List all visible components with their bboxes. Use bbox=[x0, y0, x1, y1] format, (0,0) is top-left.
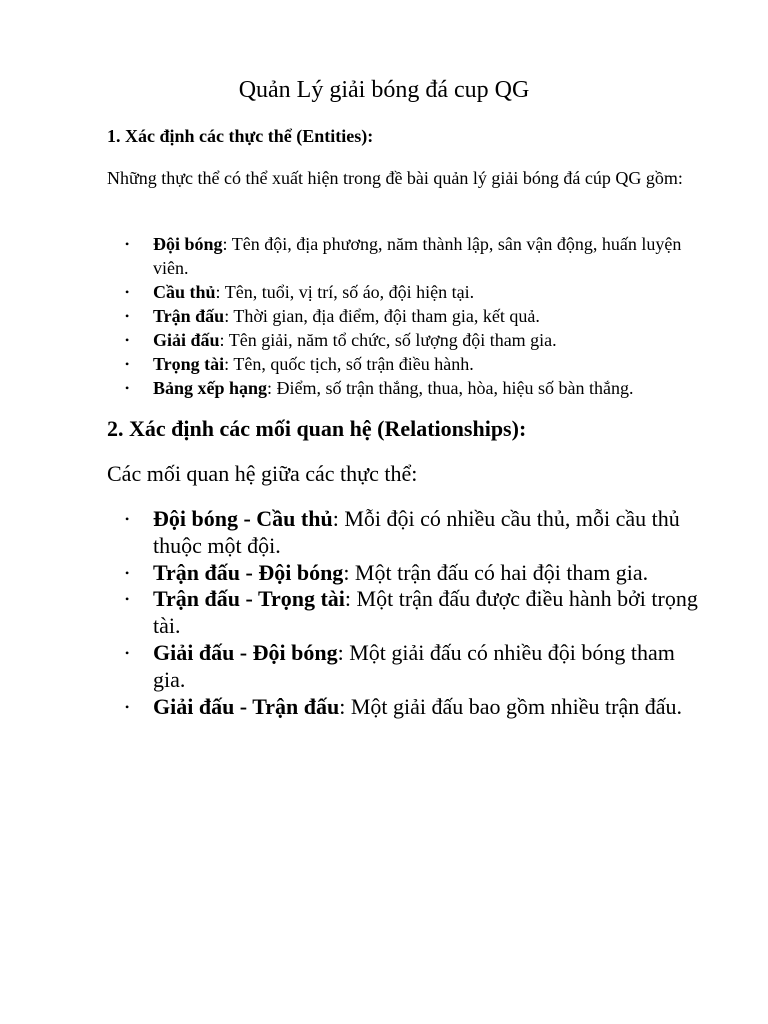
entity-description: : Tên đội, địa phương, năm thành lập, sân vận động, huấn luyện viên. bbox=[153, 234, 682, 278]
entity-term: Đội bóng bbox=[153, 234, 223, 254]
section-2-intro: Các mối quan hệ giữa các thực thể: bbox=[107, 461, 418, 486]
relationship-term: Giải đấu - Trận đấu bbox=[153, 693, 340, 719]
relationship-list bbox=[107, 506, 707, 720]
list-item bbox=[107, 304, 707, 328]
entity-list bbox=[107, 232, 707, 400]
list-item bbox=[107, 694, 707, 721]
entity-term: Trọng tài bbox=[153, 354, 225, 374]
relationship-description: : Một trận đấu có hai đội tham gia. bbox=[343, 559, 649, 585]
section-1-intro: Những thực thể có thể xuất hiện trong đề bài quản lý giải bóng đá cúp QG gồm: bbox=[107, 168, 683, 188]
list-item bbox=[107, 232, 707, 280]
entity-term: Giải đấu bbox=[153, 330, 220, 350]
entity-description: : Thời gian, địa điểm, đội tham gia, kết quả. bbox=[224, 306, 540, 326]
list-item bbox=[107, 280, 707, 304]
bullet-icon: • bbox=[125, 357, 130, 371]
relationship-description: : Một trận đấu được điều hành bởi trọng tài. bbox=[153, 586, 698, 639]
page-title: Quản Lý giải bóng đá cup QG bbox=[238, 77, 530, 103]
bullet-icon: • bbox=[125, 309, 130, 323]
section-2-heading: 2. Xác định các mối quan hệ (Relationships): bbox=[107, 416, 527, 441]
bullet-icon: • bbox=[125, 237, 130, 251]
bullet-icon: • bbox=[125, 645, 130, 660]
entity-term: Bảng xếp hạng bbox=[153, 378, 268, 398]
relationship-term: Giải đấu - Đội bóng bbox=[153, 639, 338, 665]
entity-description: : Điểm, số trận thắng, thua, hòa, hiệu số bàn thắng. bbox=[267, 378, 634, 398]
list-item bbox=[107, 640, 707, 694]
bullet-icon: • bbox=[125, 333, 130, 347]
relationship-term: Trận đấu - Đội bóng bbox=[153, 559, 344, 585]
relationship-term: Đội bóng - Cầu thủ bbox=[153, 506, 333, 531]
list-item bbox=[107, 586, 707, 640]
bullet-icon: • bbox=[125, 381, 130, 395]
entity-description: : Tên, quốc tịch, số trận điều hành. bbox=[224, 354, 474, 374]
bullet-icon: • bbox=[125, 592, 130, 607]
entity-term: Trận đấu bbox=[153, 306, 225, 326]
list-item bbox=[107, 560, 707, 587]
list-item bbox=[107, 506, 707, 560]
list-item bbox=[107, 328, 707, 352]
bullet-icon: • bbox=[125, 285, 130, 299]
bullet-icon: • bbox=[125, 565, 130, 580]
bullet-icon: • bbox=[125, 699, 130, 714]
list-item bbox=[107, 352, 707, 376]
list-item bbox=[107, 376, 707, 400]
relationship-description: : Mỗi đội có nhiều cầu thủ, mỗi cầu thủ thuộc một đội. bbox=[153, 506, 680, 558]
relationship-term: Trận đấu - Trọng tài bbox=[153, 586, 345, 612]
entity-description: : Tên giải, năm tổ chức, số lượng đội tham gia. bbox=[219, 330, 557, 350]
entity-term: Cầu thủ bbox=[153, 282, 216, 302]
section-1-heading: 1. Xác định các thực thể (Entities): bbox=[107, 126, 374, 146]
relationship-description: : Một giải đấu có nhiều đội bóng tham gia. bbox=[153, 639, 675, 692]
bullet-icon: • bbox=[125, 512, 130, 526]
entity-description: : Tên, tuổi, vị trí, số áo, đội hiện tại. bbox=[215, 282, 475, 302]
relationship-description: : Một giải đấu bao gồm nhiều trận đấu. bbox=[339, 693, 683, 719]
